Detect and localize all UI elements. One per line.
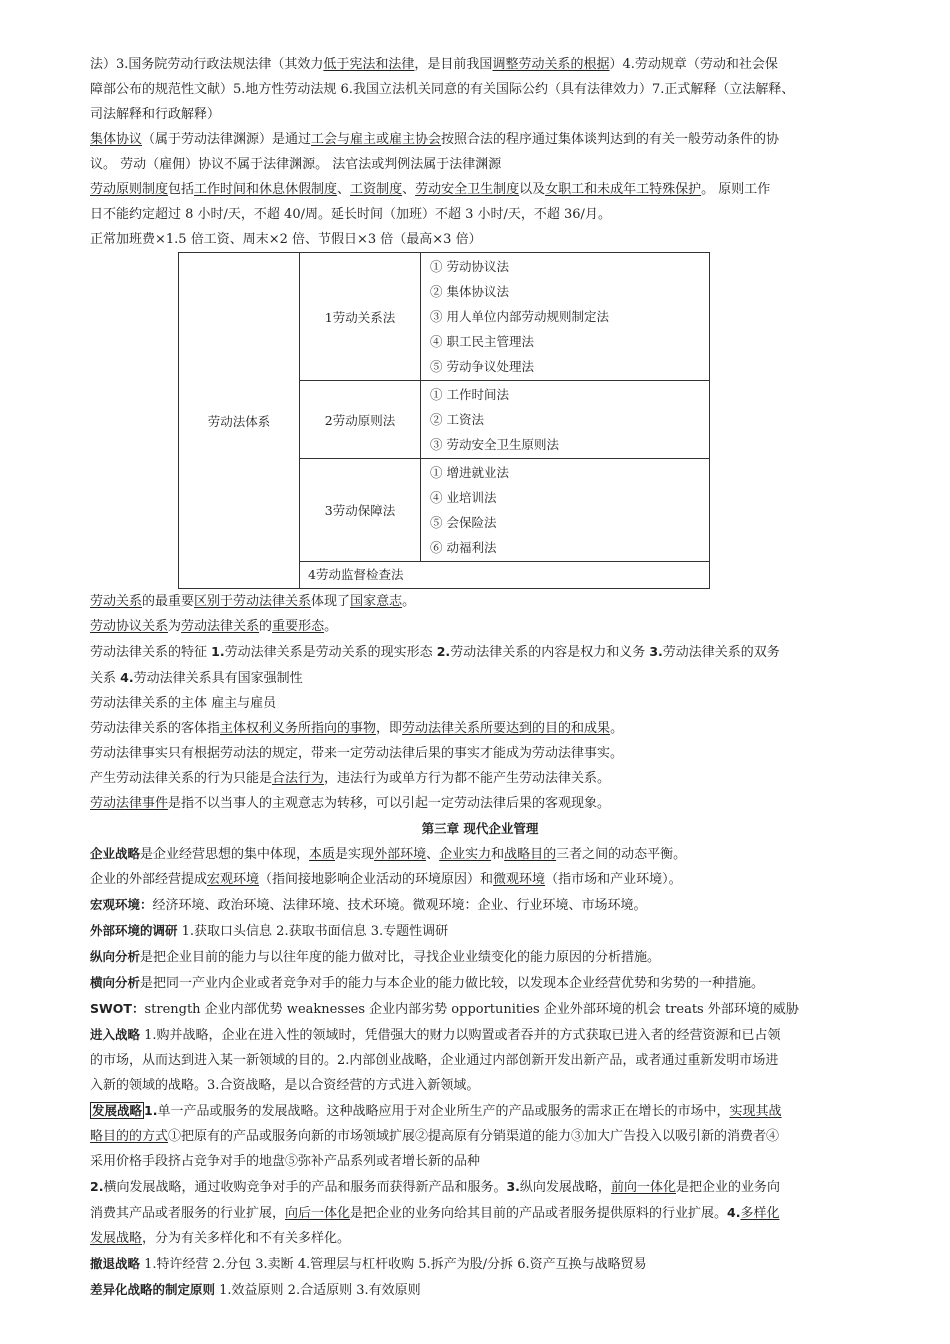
para-entry-strategy-cont2: 入新的领域的战略。3.合资战略，是以合资经营的方式进入新领域。 bbox=[90, 1078, 480, 1093]
document-page bbox=[90, 52, 870, 1303]
para-environment-research: 外部环境的调研 1.获取口头信息 2.获取书面信息 3.专题性调研 bbox=[90, 923, 449, 939]
table-item: ③ 用人单位内部劳动规则制定法 bbox=[430, 309, 609, 324]
para-retreat-strategy: 撤退战略 1.特许经营 2.分包 3.卖断 4.管理层与杠杆收购 5.拆产为股/分拆 6.资产互换与战略贸易 bbox=[90, 1256, 647, 1272]
para-labor-principles: 劳动原则制度包括工作时间和休息休假制度、工资制度、劳动安全卫生制度以及女职工和未成年工特殊保护。 原则工作 bbox=[90, 182, 771, 197]
para-entry-strategy: 进入战略 1.购并战略，企业在进入性的领域时，凭借强大的财力以购置或者吞并的方式获取已进入者的经营资源和已占领 bbox=[90, 1027, 781, 1043]
table-item: ④ 职工民主管理法 bbox=[430, 334, 534, 349]
para-external-environment: 企业的外部经营提成宏观环境（指间接地影响企业活动的环境原因）和微观环境（指市场和产业环境）。 bbox=[90, 872, 682, 887]
table-group-items bbox=[421, 381, 710, 459]
table-item: ⑥ 动福利法 bbox=[430, 540, 497, 555]
para-legal-facts: 劳动法律事实只有根据劳动法的规定，带来一定劳动法律后果的事实才能成为劳动法律事实。 bbox=[90, 746, 624, 761]
para-macro-environment: 宏观环境：经济环境、政治环境、法律环境、技术环境。微观环境：企业、行业环境、市场环境。 bbox=[90, 897, 647, 913]
para-horizontal-analysis: 横向分析是把同一产业内企业或者竞争对手的能力与本企业的能力做比较，以发现本企业经营优势和劣势的一种措施。 bbox=[90, 975, 765, 991]
para-enterprise-strategy: 企业战略是企业经营思想的集中体现，本质是实现外部环境、企业实力和战略目的三者之间的动态平衡。 bbox=[90, 846, 687, 862]
table-root-cell: 劳动法体系 bbox=[179, 253, 300, 589]
table-item: ③ 劳动安全卫生原则法 bbox=[430, 437, 559, 452]
chapter-heading: 第三章 现代企业管理 bbox=[421, 821, 539, 836]
para-legal-events: 劳动法律事件是指不以当事人的主观意志为转移，可以引起一定劳动法律后果的客观现象。 bbox=[90, 796, 611, 811]
table-item: ⑤ 会保险法 bbox=[430, 515, 497, 530]
para-intro-2: 障部公布的规范性文献）5.地方性劳动法规 6.我国立法机关同意的有关国际公约（具有法律效力）7.正式解释（立法解释、 bbox=[90, 82, 795, 97]
para-labor-relation-difference: 劳动关系的最重要区别于劳动法律关系体现了国家意志。 bbox=[90, 594, 416, 609]
table-bottom-row: 4劳动监督检查法 bbox=[300, 562, 710, 589]
para-collective-agreement: 集体协议（属于劳动法律渊源）是通过工会与雇主或雇主协会按照合法的程序通过集体谈判达到的有关一般劳动条件的协 bbox=[90, 132, 780, 147]
table-group-name: 1劳动关系法 bbox=[300, 253, 421, 381]
para-intro-3: 司法解释和行政解释） bbox=[90, 107, 221, 122]
para-horizontal-development: 2.横向发展战略，通过收购竞争对手的产品和服务而获得新产品和服务。3.纵向发展战略，前向一体化是把企业的业务向 bbox=[90, 1179, 780, 1195]
table-item: ① 增进就业法 bbox=[430, 465, 509, 480]
table-group-name: 3劳动保障法 bbox=[300, 459, 421, 562]
para-vertical-development-cont: 消费其产品或者服务的行业扩展，向后一体化是把企业的业务向给其目前的产品或者服务提供原料的行业扩展。4.多样化 bbox=[90, 1205, 780, 1221]
para-intro-1: 法）3.国务院劳动行政法规法律（其效力低于宪法和法律，是目前我国调整劳动关系的根据）4.劳动规章（劳动和社会保 bbox=[90, 57, 778, 72]
table-group-name: 2劳动原则法 bbox=[300, 381, 421, 459]
para-vertical-analysis: 纵向分析是把企业目前的能力与以往年度的能力做对比，寻找企业业绩变化的能力原因的分析措施。 bbox=[90, 949, 661, 965]
table-item: ⑤ 劳动争议处理法 bbox=[430, 359, 534, 374]
table-item: ① 工作时间法 bbox=[430, 387, 509, 402]
para-legal-relation-subject: 劳动法律关系的主体 雇主与雇员 bbox=[90, 696, 277, 711]
para-diversification: 发展战略，分为有关多样化和不有关多样化。 bbox=[90, 1231, 351, 1246]
para-differentiation-principles: 差异化战略的制定原则 1.效益原则 2.合适原则 3.有效原则 bbox=[90, 1282, 421, 1298]
table-group-items bbox=[421, 253, 710, 381]
table-item: ② 集体协议法 bbox=[430, 284, 509, 299]
table-item: ② 工资法 bbox=[430, 412, 484, 427]
para-legal-relation-object: 劳动法律关系的客体指主体权利义务所指向的事物，即劳动法律关系所要达到的目的和成果。 bbox=[90, 721, 624, 736]
labor-law-system-table bbox=[178, 252, 710, 589]
para-legal-relation-features-cont: 关系 4.劳动法律关系具有国家强制性 bbox=[90, 670, 303, 686]
para-legal-acts: 产生劳动法律关系的行为只能是合法行为，违法行为或单方行为都不能产生劳动法律关系。 bbox=[90, 771, 611, 786]
para-legal-relation-features: 劳动法律关系的特征 1.劳动法律关系是劳动关系的现实形态 2.劳动法律关系的内容是权力和义务 3.劳动法律关系的双务 bbox=[90, 644, 780, 660]
para-development-strategy-cont2: 采用价格手段挤占竞争对手的地盘⑤弥补产品系列或者增长新的品种 bbox=[90, 1154, 481, 1169]
para-legal-sources: 议。 劳动（雇佣）协议不属于法律渊源。 法官法或判例法属于法律渊源 bbox=[90, 157, 502, 172]
table-item: ① 劳动协议法 bbox=[430, 259, 509, 274]
para-entry-strategy-cont1: 的市场，从而达到进入某一新领域的目的。2.内部创业战略，企业通过内部创新开发出新产品，或者通过重新发明市场进 bbox=[90, 1053, 779, 1068]
para-development-strategy: 发展战略 1.单一产品或服务的发展战略。这种战略应用于对企业所生产的产品或服务的需求正在增长的市场中，实现其战 bbox=[92, 1103, 782, 1119]
table-item: ④ 业培训法 bbox=[430, 490, 497, 505]
table-group-items bbox=[421, 459, 710, 562]
para-working-hours: 日不能约定超过 8 小时/天，不超 40/周。延长时间（加班）不超 3 小时/天，不超 36/月。 bbox=[90, 207, 611, 222]
para-development-strategy-cont1: 略目的的方式①把原有的产品或服务向新的市场领域扩展②提高原有分销渠道的能力③加大广告投入以吸引新的消费者④ bbox=[90, 1129, 780, 1144]
para-overtime-pay: 正常加班费×1.5 倍工资、周末×2 倍、节假日×3 倍（最高×3 倍） bbox=[90, 232, 482, 247]
para-agreement-relation: 劳动协议关系为劳动法律关系的重要形态。 bbox=[90, 619, 338, 634]
para-swot: SWOT：strength 企业内部优势 weaknesses 企业内部劣势 opportunities 企业外部环境的机会 treats 外部环境的威胁 bbox=[90, 1001, 799, 1017]
